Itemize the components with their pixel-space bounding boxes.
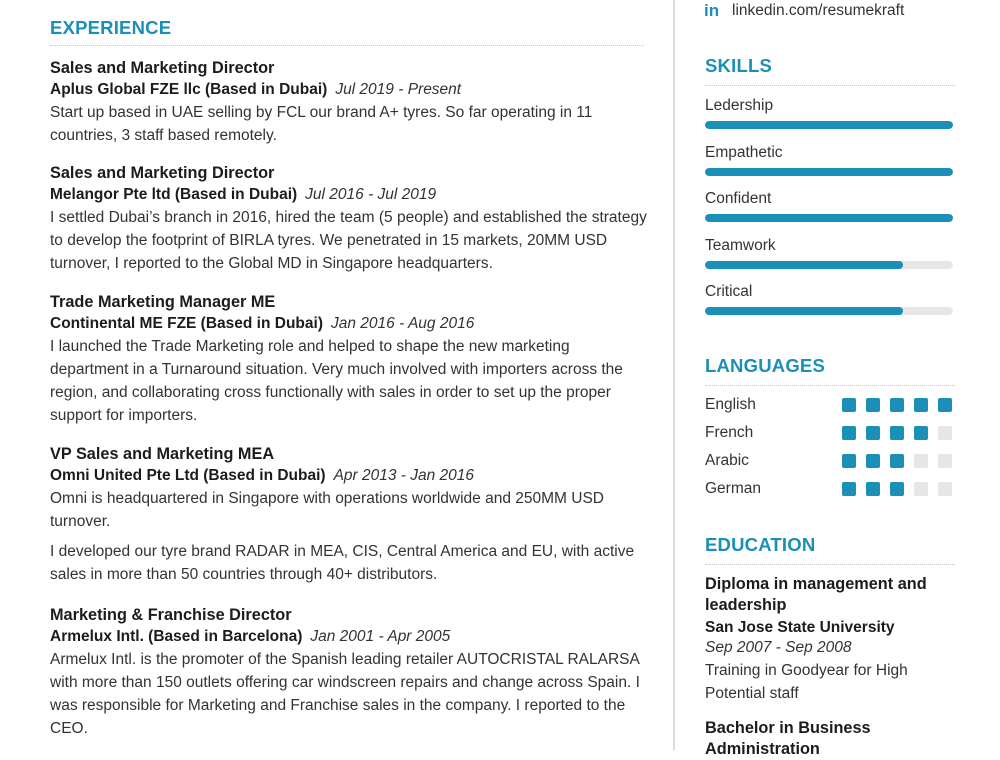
language-item bbox=[705, 450, 955, 472]
experience-heading: EXPERIENCE bbox=[50, 17, 172, 38]
rating-dot-filled bbox=[842, 398, 856, 412]
job-dates: Jan 2016 - Aug 2016 bbox=[330, 315, 475, 332]
education-heading: EDUCATION bbox=[705, 534, 816, 555]
skill-bar bbox=[705, 168, 953, 176]
skill-name: Empathetic bbox=[705, 144, 783, 161]
job-description: I developed our tyre brand RADAR in MEA, CIS, Central America and EU, with active sales in more than 50 countries through 40+ distributors. bbox=[50, 543, 635, 583]
job-company: Armelux Intl. (Based in Barcelona) bbox=[50, 628, 303, 645]
job-title: Sales and Marketing Director bbox=[50, 59, 275, 77]
job-title: Trade Marketing Manager ME bbox=[50, 293, 276, 311]
job-description: I settled Dubai’s branch in 2016, hired the team (5 people) and established the strategy to develop the footprint of BIRLA tyres. We penetrated in 15 markets, 20MM USD turnover, I reported to the Global MD in Singapore headquarters. bbox=[50, 209, 647, 272]
rating-dot-empty bbox=[914, 454, 928, 468]
language-rating bbox=[842, 454, 962, 468]
job-meta bbox=[50, 626, 650, 648]
language-item bbox=[705, 394, 955, 416]
skill-bar-fill bbox=[705, 214, 953, 222]
job-dates: Jul 2016 - Jul 2019 bbox=[305, 186, 437, 203]
rating-dot-filled bbox=[890, 426, 904, 440]
rating-dot-filled bbox=[842, 454, 856, 468]
job-dates: Apr 2013 - Jan 2016 bbox=[333, 467, 475, 484]
skill-bar-fill bbox=[705, 307, 903, 315]
rating-dot-filled bbox=[866, 398, 880, 412]
rating-dot-filled bbox=[866, 426, 880, 440]
skill-bar-fill bbox=[705, 168, 953, 176]
skill-name: Ledership bbox=[705, 97, 774, 114]
rating-dot-filled bbox=[866, 454, 880, 468]
rating-dot-filled bbox=[866, 482, 880, 496]
job-company: Melangor Pte ltd (Based in Dubai) bbox=[50, 186, 298, 203]
experience-divider bbox=[50, 45, 644, 46]
education-divider bbox=[705, 564, 955, 565]
language-name: English bbox=[705, 396, 756, 413]
language-rating bbox=[842, 482, 962, 496]
language-rating bbox=[842, 426, 962, 440]
job-company: Aplus Global FZE llc (Based in Dubai) bbox=[50, 81, 328, 98]
job-description: Omni is headquartered in Singapore with operations worldwide and 250MM USD turnover. bbox=[50, 490, 604, 530]
skill-bar bbox=[705, 307, 953, 315]
skill-item bbox=[705, 236, 955, 256]
job-dates: Jan 2001 - Apr 2005 bbox=[310, 628, 451, 645]
skill-bar bbox=[705, 121, 953, 129]
education-degree: Diploma in management and leadership bbox=[705, 575, 927, 614]
skill-name: Teamwork bbox=[705, 237, 776, 254]
skill-item bbox=[705, 143, 955, 163]
job-entry bbox=[50, 291, 650, 427]
skill-bar bbox=[705, 261, 953, 269]
job-description: I launched the Trade Marketing role and helped to shape the new marketing department in a Turnaround situation. Very much involved with importers across the region, and collaborating cross functionally with sales in order to set up the proper support for importers. bbox=[50, 338, 623, 424]
linkedin-contact[interactable] bbox=[705, 0, 904, 22]
languages-divider bbox=[705, 385, 955, 386]
rating-dot-empty bbox=[938, 426, 952, 440]
education-school: San Jose State University bbox=[705, 619, 895, 636]
job-meta bbox=[50, 465, 650, 487]
education-entry bbox=[705, 574, 955, 705]
job-entry bbox=[50, 57, 650, 147]
skill-bar bbox=[705, 214, 953, 222]
rating-dot-empty bbox=[938, 482, 952, 496]
language-name: French bbox=[705, 424, 754, 441]
rating-dot-filled bbox=[842, 482, 856, 496]
job-entry bbox=[50, 443, 650, 586]
languages-heading: LANGUAGES bbox=[705, 355, 825, 376]
skill-name: Confident bbox=[705, 190, 772, 207]
job-meta bbox=[50, 79, 650, 101]
language-name: Arabic bbox=[705, 452, 749, 469]
rating-dot-filled bbox=[914, 398, 928, 412]
rating-dot-filled bbox=[890, 398, 904, 412]
skills-heading: SKILLS bbox=[705, 55, 772, 76]
skill-bar-fill bbox=[705, 261, 903, 269]
job-entry bbox=[50, 604, 650, 740]
rating-dot-filled bbox=[842, 426, 856, 440]
language-item bbox=[705, 478, 955, 500]
job-dates: Jul 2019 - Present bbox=[335, 81, 462, 98]
job-company: Continental ME FZE (Based in Dubai) bbox=[50, 315, 323, 332]
job-description: Start up based in UAE selling by FCL our brand A+ tyres. So far operating in 11 countries, 3 staff based remotely. bbox=[50, 104, 593, 144]
education-degree: Bachelor in Business Administration bbox=[705, 719, 871, 758]
rating-dot-filled bbox=[890, 482, 904, 496]
education-dates: Sep 2007 - Sep 2008 bbox=[705, 639, 852, 656]
rating-dot-filled bbox=[938, 398, 952, 412]
job-title: Sales and Marketing Director bbox=[50, 164, 275, 182]
job-meta bbox=[50, 184, 650, 206]
linkedin-link[interactable]: linkedin.com/resumekraft bbox=[732, 2, 905, 19]
job-company: Omni United Pte Ltd (Based in Dubai) bbox=[50, 467, 326, 484]
language-name: German bbox=[705, 480, 761, 497]
skills-divider bbox=[705, 85, 955, 86]
rating-dot-empty bbox=[914, 482, 928, 496]
rating-dot-empty bbox=[938, 454, 952, 468]
job-title: Marketing & Franchise Director bbox=[50, 606, 292, 624]
skill-item bbox=[705, 282, 955, 302]
language-item bbox=[705, 422, 955, 444]
job-entry bbox=[50, 162, 650, 275]
rating-dot-filled bbox=[890, 454, 904, 468]
skill-item bbox=[705, 189, 955, 209]
education-description: Training in Goodyear for High Potential staff bbox=[705, 662, 908, 702]
skill-bar-fill bbox=[705, 121, 953, 129]
column-divider bbox=[673, 0, 675, 750]
language-rating bbox=[842, 398, 962, 412]
education-entry bbox=[705, 718, 955, 760]
job-title: VP Sales and Marketing MEA bbox=[50, 445, 275, 463]
rating-dot-filled bbox=[914, 426, 928, 440]
linkedin-icon: in bbox=[704, 1, 720, 20]
job-description: Armelux Intl. is the promoter of the Spanish leading retailer AUTOCRISTAL RALARSA with more than 150 outlets offering car windscreen repairs and change across Spain. I was responsible for Marketing and Franchise sales in the company. I reported to the CEO. bbox=[50, 651, 640, 737]
job-meta bbox=[50, 313, 650, 335]
skill-item bbox=[705, 96, 955, 116]
skill-name: Critical bbox=[705, 283, 753, 300]
